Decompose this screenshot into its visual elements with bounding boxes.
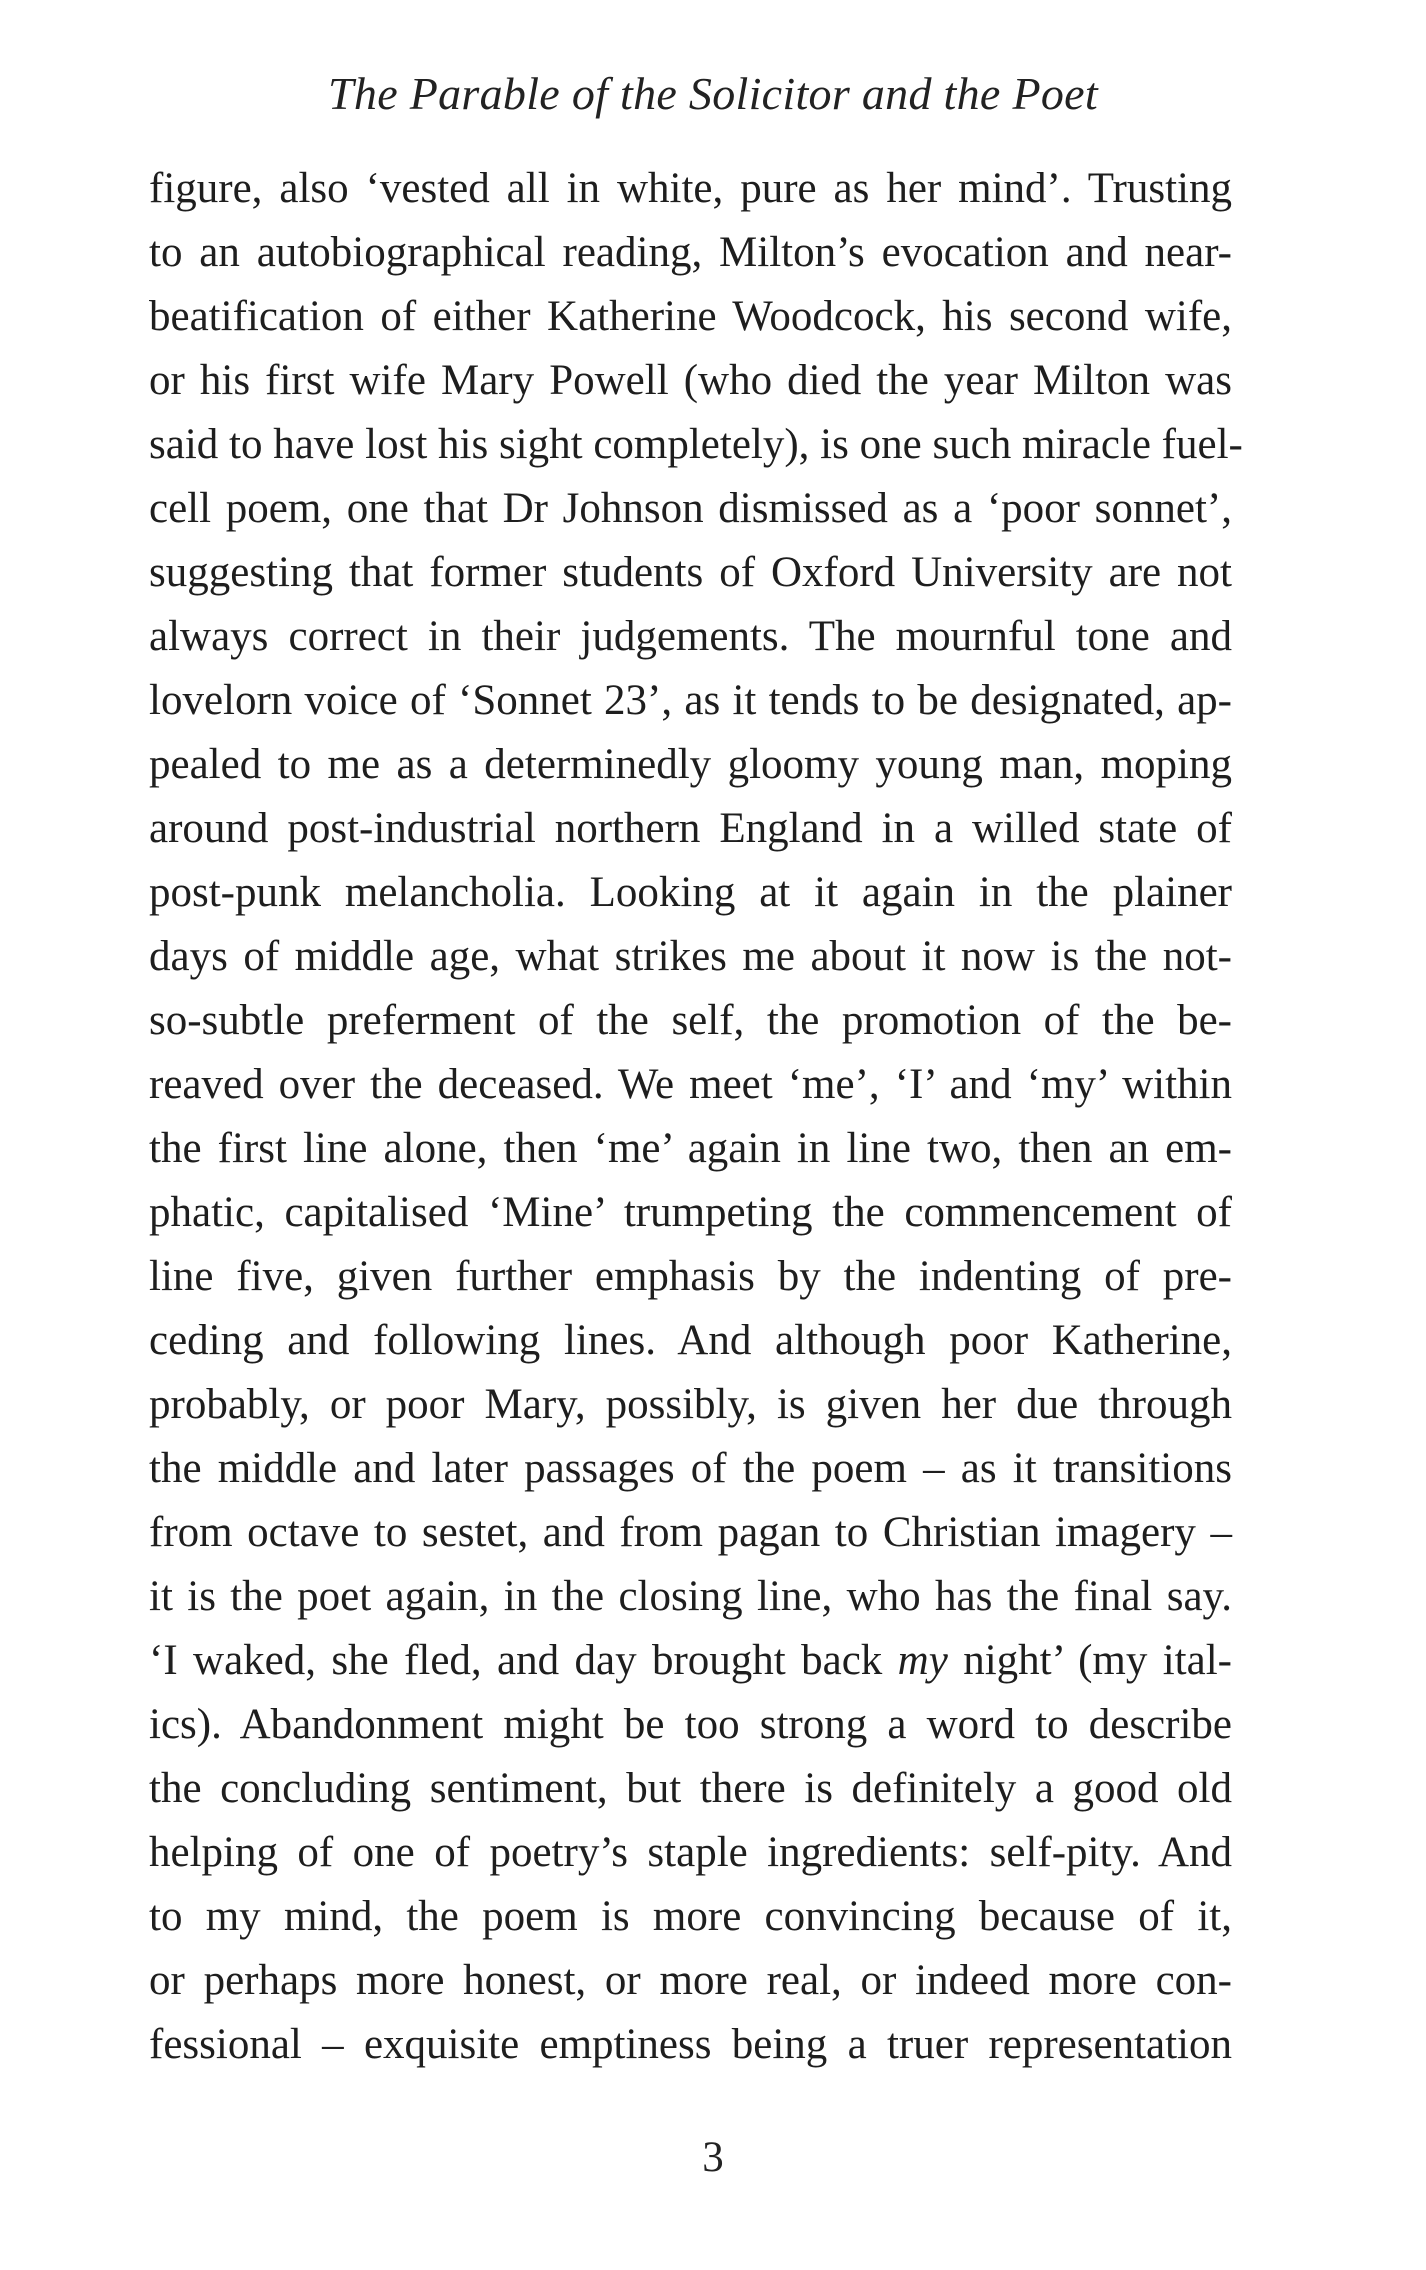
text-line: suggesting that former students of Oxford University are not: [149, 549, 1232, 596]
text-line: helping of one of poetry’s staple ingredients: self-pity. And: [149, 1829, 1232, 1876]
text-line: probably, or poor Mary, possibly, is given her due through: [149, 1381, 1232, 1428]
text-line: ceding and following lines. And although poor Katherine,: [149, 1317, 1232, 1364]
text-line: the first line alone, then ‘me’ again in line two, then an em-: [149, 1125, 1232, 1172]
text-line-with-italic: [149, 1629, 1232, 1693]
text-line: to my mind, the poem is more convincing because of it,: [149, 1893, 1232, 1940]
text-line: said to have lost his sight completely), is one such miracle fuel-: [149, 421, 1243, 468]
text-line: phatic, capitalised ‘Mine’ trumpeting the commencement of: [149, 1189, 1232, 1236]
page-number: 3: [702, 2134, 724, 2181]
text-line: so-subtle preferment of the self, the promotion of the be-: [149, 997, 1232, 1044]
text-line: the middle and later passages of the poem – as it transitions: [149, 1445, 1232, 1492]
text-line: it is the poet again, in the closing line, who has the final say.: [149, 1573, 1232, 1620]
text-line: cell poem, one that Dr Johnson dismissed as a ‘poor sonnet’,: [149, 485, 1232, 532]
text-line: fessional – exquisite emptiness being a truer representation: [149, 2021, 1232, 2068]
body-text: [149, 157, 1243, 2077]
text-line: figure, also ‘vested all in white, pure as her mind’. Trusting: [149, 165, 1232, 212]
text-line: pealed to me as a determinedly gloomy young man, moping: [149, 741, 1232, 788]
text-line: around post-industrial northern England in a willed state of: [149, 805, 1232, 852]
text-line: always correct in their judgements. The mournful tone and: [149, 613, 1232, 660]
text-line: post-punk melancholia. Looking at it again in the plainer: [149, 869, 1232, 916]
italic-emphasis: my: [897, 1637, 948, 1684]
text-line: lovelorn voice of ‘Sonnet 23’, as it tends to be designated, ap-: [149, 677, 1232, 724]
text-fragment: ‘I waked, she fled, and day brought back: [149, 1637, 898, 1684]
running-head: The Parable of the Solicitor and the Poet: [328, 68, 1098, 119]
text-line: or his first wife Mary Powell (who died the year Milton was: [149, 357, 1232, 404]
text-line: beatification of either Katherine Woodcock, his second wife,: [149, 293, 1232, 340]
text-line: the concluding sentiment, but there is definitely a good old: [149, 1765, 1232, 1812]
text-line: line five, given further emphasis by the indenting of pre-: [149, 1253, 1232, 1300]
text-line: from octave to sestet, and from pagan to Christian imagery –: [149, 1509, 1232, 1556]
text-line: ics). Abandonment might be too strong a word to describe: [149, 1701, 1232, 1748]
text-line: to an autobiographical reading, Milton’s evocation and near-: [149, 229, 1232, 276]
text-line: reaved over the deceased. We meet ‘me’, ‘I’ and ‘my’ within: [149, 1061, 1232, 1108]
text-line: days of middle age, what strikes me about it now is the not-: [149, 933, 1232, 980]
text-fragment: night’ (my ital-: [947, 1637, 1232, 1684]
text-line: or perhaps more honest, or more real, or indeed more con-: [149, 1957, 1232, 2004]
